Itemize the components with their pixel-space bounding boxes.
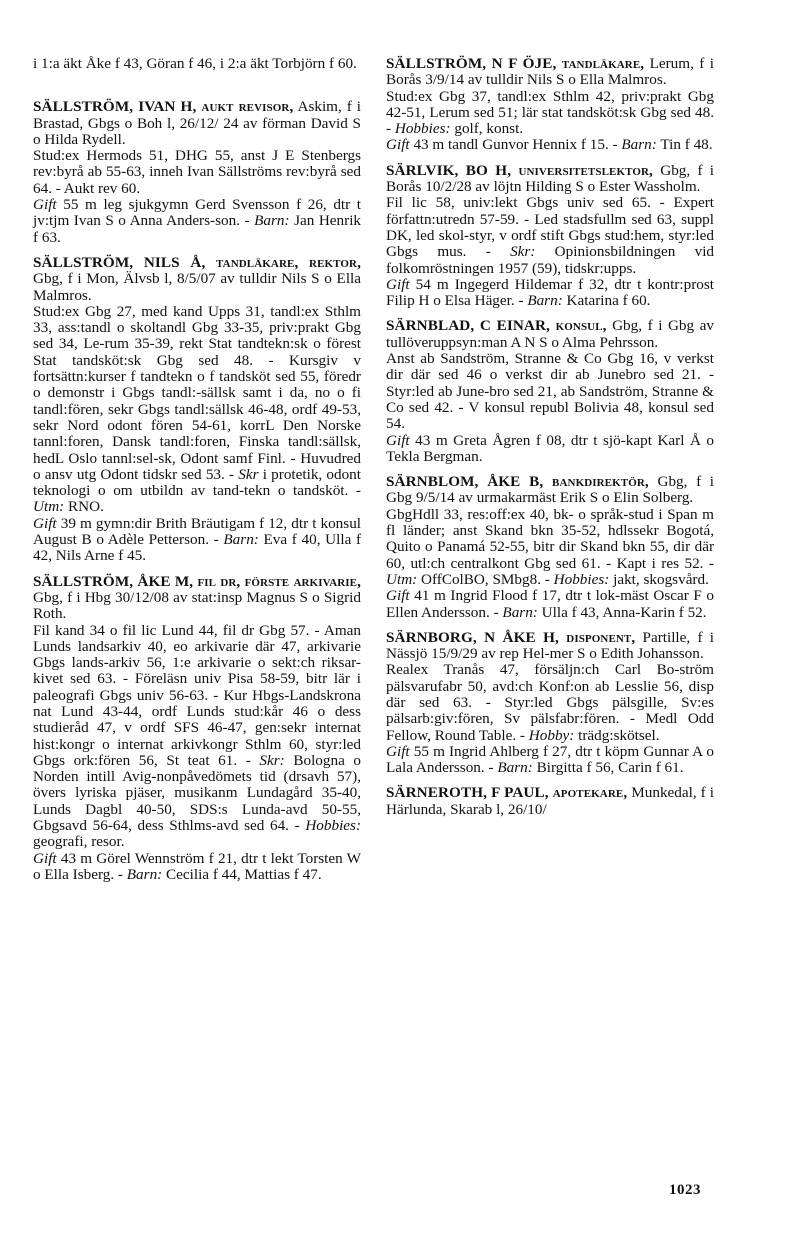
- entry-career: Realex Tranås 47, försäljn:ch Carl Bo-ström pälsvarufabr 50, avd:ch Konf:on ab Lesslie 56, disp där sed 63. - Styr:led Gbgs pälsgille, Sv:es pälsarb:giv:fören, Sv pälsfabr:fören. - Medl Odd Fellow, Round Table. -: [386, 661, 714, 744]
- gift-label: Gift: [386, 431, 410, 449]
- entry-career: Fil lic 58, univ:lekt Gbgs univ sed 65. - Expert författn:utredn 57-59. - Led stadsfullm sed 63, suppl DK, led skol-styr, v ordf stift Gbgs stud:hem, styr:led Gbgs mus. -: [386, 194, 714, 261]
- continued-entry: [33, 56, 361, 72]
- entry-barn: Cecilia f 44, Mattias f 47.: [166, 865, 322, 883]
- entry-intro: Munkedal, f i Härlunda, Skarab l, 26/10/: [386, 784, 714, 818]
- entry-career: Stud:ex Gbg 27, med kand Upps 31, tandl:ex Sthlm 33, ass:tandl o skoltandl Gbg 33-35, priv:prakt Gbg sed 34, Le-rum 35-39, rekt Stat tandtekn:sk o förest Stat tandsköt:sk Gbg sed 48. - Kursgiv v fortsättn:kurser f tandtekn o f tandsköt sed 55, föredr o demonstr i Gbgs tandl:-sällsk samt i da, no o fi tandl:fören, sekr Gbgs tandl:sällsk 46-48, ordf 49-53, sekr Nord odont fören 54-61, korrL Den Norske tannl:foren, Dansk tandl:foren, Finska tandl:sällsk, hedL Oslo tannl:sel-sk, Odont samf Finl. - Huvudred o ansv utg Odont tidskr sed 53. -: [33, 302, 361, 483]
- entry-sallstrom-oje: [386, 56, 714, 154]
- entry-sarnblom-ake: [386, 474, 714, 621]
- barn-label: Barn:: [497, 759, 533, 777]
- barn-label: Barn:: [621, 136, 657, 154]
- entry-heading: SÄLLSTRÖM, NILS Å, tandläkare, rektor,: [33, 253, 361, 271]
- skr-label: Skr:: [259, 751, 285, 769]
- entry-career: Stud:ex Gbg 37, tandl:ex Sthlm 42, priv:prakt Gbg 42-51, Lerum sed 51; lär stat tandsköt:sk Gbg sed 48. -: [386, 87, 714, 138]
- gift-label: Gift: [386, 742, 410, 760]
- entry-skr: Bologna o Norden intill Avig-nonpåvedömets tid (drsavh 57), övers lyriska pjäser, musikanm Lundagård 35-40, Lunds Dagbl 40-50, SDS:s Lunda-avd 50-55, Gbgsavd 56-64, dess Sthlms-avd sed 64. -: [33, 751, 362, 835]
- skr-label: Skr:: [510, 243, 536, 261]
- entry-skr: i protetik, odont teknologi o om utbildn av tand-tekn o tandsköt. -: [33, 465, 361, 500]
- entry-intro: Gbg, f i Gbg 9/5/14 av urmakarmäst Erik S o Elin Solberg.: [386, 473, 715, 507]
- entry-heading: SÄRNEROTH, F PAUL, apotekare,: [386, 784, 628, 802]
- barn-label: Barn:: [502, 603, 538, 621]
- entry-hobbies: golf, konst.: [454, 120, 524, 138]
- entry-sallstrom-ake: [33, 574, 361, 884]
- skr-label: Skr: [238, 465, 259, 483]
- barn-label: Barn:: [126, 865, 163, 883]
- entry-career: GbgHdll 33, res:off:ex 40, bk- o språk-stud i Span m fl länder; anst Skand bkn 35-52, hdlssekr Bogotá, Quito o Panamá 52-55, bitr dir Skand bkn 55, dir där 60, utl:ch centralkont Gbg sed 61. - Kapt i res 52. -: [386, 505, 714, 572]
- entry-intro: Gbg, f i Borås 10/2/28 av löjtn Hilding S o Ester Wassholm.: [386, 161, 715, 196]
- entry-heading: SÄLLSTRÖM, IVAN H, aukt revisor,: [33, 98, 294, 116]
- entry-utm: RNO.: [68, 498, 104, 516]
- entry-career: Fil kand 34 o fil lic Lund 44, fil dr Gbg 57. - Aman Lunds landsarkiv 40, eo arkivarie där 47, arkivarie Gbgs lands-arkiv 56, 1:e arkivarie o sekt:ch riksar-kivet sed 63. - Föreläsn univ Pisa 58-59, bitr lär i paleografi Gbgs univ 56-63. - Kur Hbgs-Landskrona nat Lund 43-44, ordf Lunds stud:kår 46 o dess studieråd 47, v ordf SFS 46-47, gen:sekr internat hist:kongr o internat arkivkongr Sthlm 60, styr:led Gbgs ork:fören 56, St teat 61. -: [33, 621, 361, 769]
- entry-heading: SÄRLVIK, BO H, universitetslektor,: [386, 161, 653, 179]
- entry-barn: Jan Henrik f 63.: [33, 212, 362, 246]
- gift-label: Gift: [386, 136, 410, 154]
- entry-gift: 43 m tandl Gunvor Hennix f 15. -: [413, 136, 618, 154]
- barn-label: Barn:: [254, 212, 290, 230]
- utm-label: Utm:: [386, 570, 418, 588]
- entry-sallstrom-nils: [33, 255, 361, 565]
- entry-heading: SÄRNBORG, N ÅKE H, disponent,: [386, 628, 636, 646]
- hobbies-label: Hobbies:: [305, 817, 362, 835]
- entry-intro: Gbg, f i Hbg 30/12/08 av stat:insp Magnus S o Sigrid Roth.: [33, 588, 361, 623]
- entry-hobbies: jakt, skogsvård.: [613, 570, 709, 588]
- gift-label: Gift: [33, 849, 57, 867]
- gift-label: Gift: [33, 514, 57, 532]
- entry-heading: SÄRNBLAD, C EINAR, konsul,: [386, 317, 607, 335]
- entry-skr: Opinionsbildningen vid folkomröstningen 1957 (59), tidskr:upps.: [386, 243, 715, 277]
- entry-sarlvik-bo: [386, 163, 714, 310]
- entry-gift: 55 m leg sjukgymn Gerd Svensson f 26, dtr t jv:tjm Ivan S o Anna Anders-son. -: [33, 196, 362, 230]
- page-number: 1023: [669, 1182, 701, 1198]
- entry-intro: Askim, f i Brastad, Gbgs o Boh l, 26/12/ 24 av förman David S o Hilda Rydell.: [33, 98, 361, 148]
- entry-barn: Eva f 40, Ulla f 42, Nils Arne f 45.: [33, 531, 362, 565]
- entry-gift: 43 m Görel Wennström f 21, dtr t lekt Torsten W o Ella Isberg. -: [33, 849, 361, 883]
- entry-intro: Gbg, f i Mon, Älvsb l, 8/5/07 av tulldir Nils S o Ella Malmros.: [33, 270, 361, 304]
- hobbies-label: Hobbies:: [394, 120, 451, 138]
- entry-barn: Tin f 48.: [660, 136, 713, 154]
- left-column: [33, 56, 361, 892]
- entry-barn: Katarina f 60.: [566, 292, 651, 310]
- entry-sarnborg-ake: [386, 630, 714, 777]
- entry-heading: SÄRNBLOM, ÅKE B, bankdirektör,: [386, 473, 649, 491]
- entry-gift: 39 m gymn:dir Brith Bräutigam f 12, dtr t konsul August B o Adèle Petterson. -: [33, 514, 362, 549]
- entry-intro: Partille, f i Nässjö 15/9/29 av rep Hel-mer S o Edith Johansson.: [386, 628, 714, 663]
- entry-heading: SÄLLSTRÖM, ÅKE M, fil dr, förste arkivarie,: [33, 572, 361, 590]
- gift-label: Gift: [386, 587, 410, 605]
- barn-label: Barn:: [223, 531, 259, 549]
- entry-intro: Gbg, f i Gbg av tullöveruppsyn:man A N S o Alma Pehrsson.: [386, 317, 714, 351]
- right-column: [386, 56, 714, 827]
- entry-gift: 54 m Ingegerd Hildemar f 32, dtr t kontr:prost Filip H o Elsa Häger. -: [386, 275, 714, 310]
- utm-label: Utm:: [33, 498, 65, 516]
- entry-sallstrom-ivan: [33, 99, 361, 246]
- barn-label: Barn:: [527, 292, 563, 310]
- hobbies-label: Hobbies:: [553, 570, 610, 588]
- hobby-label: Hobby:: [528, 726, 575, 744]
- entry-gift: 55 m Ingrid Ahlberg f 27, dtr t köpm Gunnar A o Lala Andersson. -: [386, 742, 714, 777]
- gift-label: Gift: [386, 275, 410, 293]
- entry-career: Anst ab Sandström, Stranne & Co Gbg 16, v verkst dir där sed 46 o verkst dir ab Junebro sed 21. - Styr:led ab June-bro sed 21, ab Sandström, Stranne & Co sed 42. - V konsul republ Bolivia 48, konsul sed 54.: [386, 350, 714, 433]
- entry-sarnblad-einar: [386, 318, 714, 465]
- entry-career: Stud:ex Hermods 51, DHG 55, anst J E Stenbergs rev:byrå ab 55-63, inneh Ivan Sällströms rev:byrå sed 64. - Aukt rev 60.: [33, 147, 361, 197]
- entry-gift: 41 m Ingrid Flood f 17, dtr t lok-mäst Oscar F o Ellen Andersson. -: [386, 587, 714, 621]
- entry-hobby: trädg:skötsel.: [578, 726, 660, 744]
- entry-hobbies: geografi, resor.: [33, 833, 125, 851]
- entry-sarneroth-paul: [386, 785, 714, 818]
- gift-label: Gift: [33, 196, 57, 214]
- entry-barn: Ulla f 43, Anna-Karin f 52.: [541, 603, 707, 621]
- entry-heading: SÄLLSTRÖM, N F ÖJE, tandläkare,: [386, 55, 645, 72]
- entry-intro: Lerum, f i Borås 3/9/14 av tulldir Nils S o Ella Malmros.: [386, 55, 714, 89]
- entry-utm: OffColBO, SMbg8. -: [421, 570, 550, 588]
- entry-gift: 43 m Greta Ågren f 08, dtr t sjö-kapt Karl Å o Tekla Bergman.: [386, 431, 715, 465]
- entry-barn: Birgitta f 56, Carin f 61.: [536, 759, 684, 777]
- continued-text: i 1:a äkt Åke f 43, Göran f 46, i 2:a äkt Torbjörn f 60.: [33, 55, 357, 72]
